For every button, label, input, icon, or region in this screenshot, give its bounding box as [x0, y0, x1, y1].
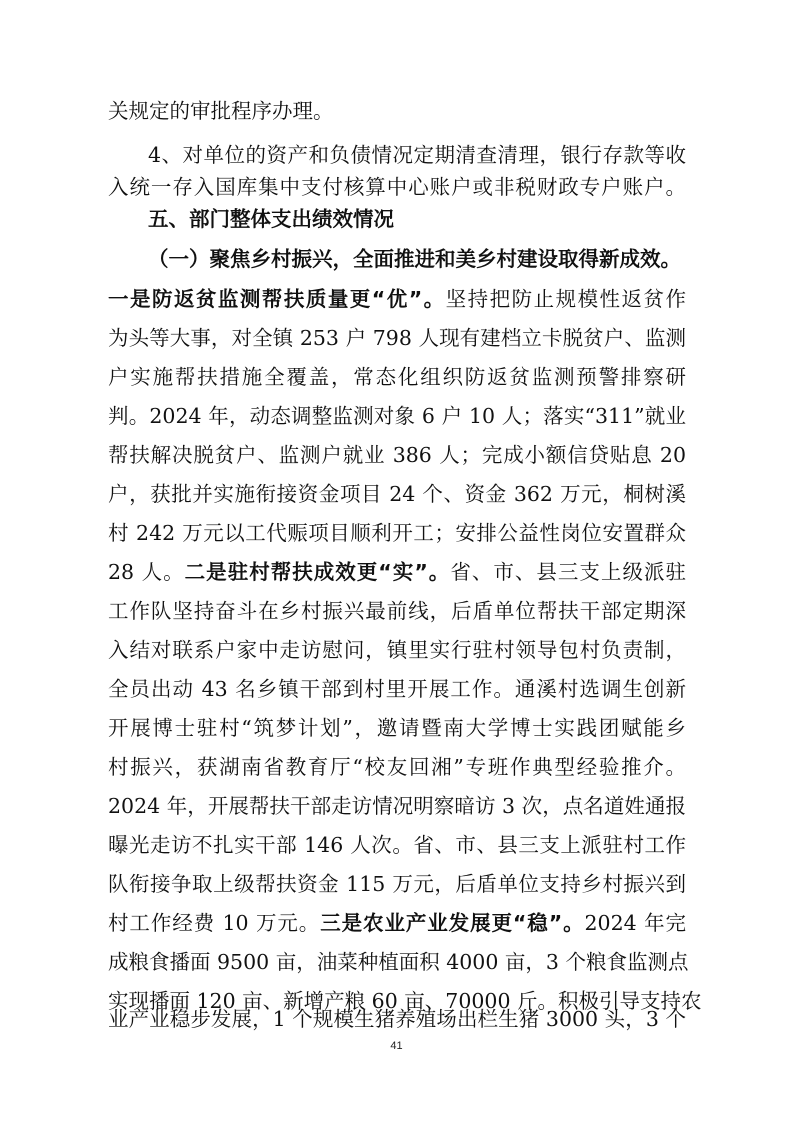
body-text: 坚持把防止规模性返贫作 — [445, 287, 686, 311]
body-line: 入结对联系户家中走访慰问，镇里实行驻村领导包村负责制， — [108, 638, 686, 662]
bold-lead: 一是防返贫监测帮扶质量更“优”。 — [108, 287, 446, 311]
body-text: 村工作经费 10 万元。 — [108, 911, 321, 935]
body-line: 为头等大事，对全镇 253 户 798 人现有建档立卡脱贫户、监测 — [108, 326, 686, 350]
body-line: 实现播面 120 亩、新增产粮 60 亩、70000 斤。积极引导支持农 — [108, 989, 702, 1013]
bold-lead: 三是农业产业发展更“稳”。 — [320, 911, 585, 935]
body-text: 2024 年完 — [584, 911, 687, 935]
body-line: 业产业稳步发展，1 个规模生猪养殖场出栏生猪 3000 头，3 个 — [108, 1007, 686, 1031]
body-line — [108, 283, 686, 315]
body-line: 全员出动 43 名乡镇干部到村里开展工作。通溪村选调生创新 — [108, 677, 686, 701]
body-line: 入统一存入国库集中支付核算中心账户或非税财政专户账户。 — [108, 175, 686, 199]
body-text: 28 人。 — [108, 560, 185, 584]
section-heading: 五、部门整体支出绩效情况 — [148, 207, 394, 231]
body-line: 户实施帮扶措施全覆盖，常态化组织防返贫监测预警排察研 — [108, 365, 686, 389]
page-number: 41 — [390, 1040, 403, 1052]
body-line: 成粮食播面 9500 亩，油菜种植面积 4000 亩，3 个粮食监测点 — [108, 950, 689, 974]
body-line: 工作队坚持奋斗在乡村振兴最前线，后盾单位帮扶干部定期深 — [108, 599, 686, 623]
body-text: 省、市、县三支上级派驻 — [450, 560, 686, 584]
body-line: 帮扶解决脱贫户、监测户就业 386 人；完成小额信贷贴息 20 — [108, 443, 686, 467]
bold-lead: 二是驻村帮扶成效更“实”。 — [184, 560, 451, 584]
body-line — [108, 556, 686, 588]
body-line: 村 242 万元以工代赈项目顺利开工；安排公益性岗位安置群众 — [108, 521, 686, 545]
body-line: 村振兴，获湖南省教育厅“校友回湘”专班作典型经验推介。 — [108, 755, 686, 779]
body-line: 4、对单位的资产和负债情况定期清查清理，银行存款等收 — [148, 143, 686, 167]
subsection-heading: （一）聚焦乡村振兴，全面推进和美乡村建设取得新成效。 — [148, 247, 681, 271]
body-line — [108, 907, 686, 939]
body-line: 2024 年，开展帮扶干部走访情况明察暗访 3 次，点名道姓通报 — [108, 794, 686, 818]
body-line: 开展博士驻村“筑梦计划”，邀请暨南大学博士实践团赋能乡 — [108, 716, 686, 740]
body-line: 队衔接争取上级帮扶资金 115 万元，后盾单位支持乡村振兴到 — [108, 872, 686, 896]
body-line: 户，获批并实施衔接资金项目 24 个、资金 362 万元，桐树溪 — [108, 482, 686, 506]
body-line: 判。2024 年，动态调整监测对象 6 户 10 人；落实“311”就业 — [108, 404, 686, 428]
body-line: 曝光走访不扎实干部 146 人次。省、市、县三支上派驻村工作 — [108, 833, 686, 857]
body-line: 关规定的审批程序办理。 — [108, 99, 334, 123]
